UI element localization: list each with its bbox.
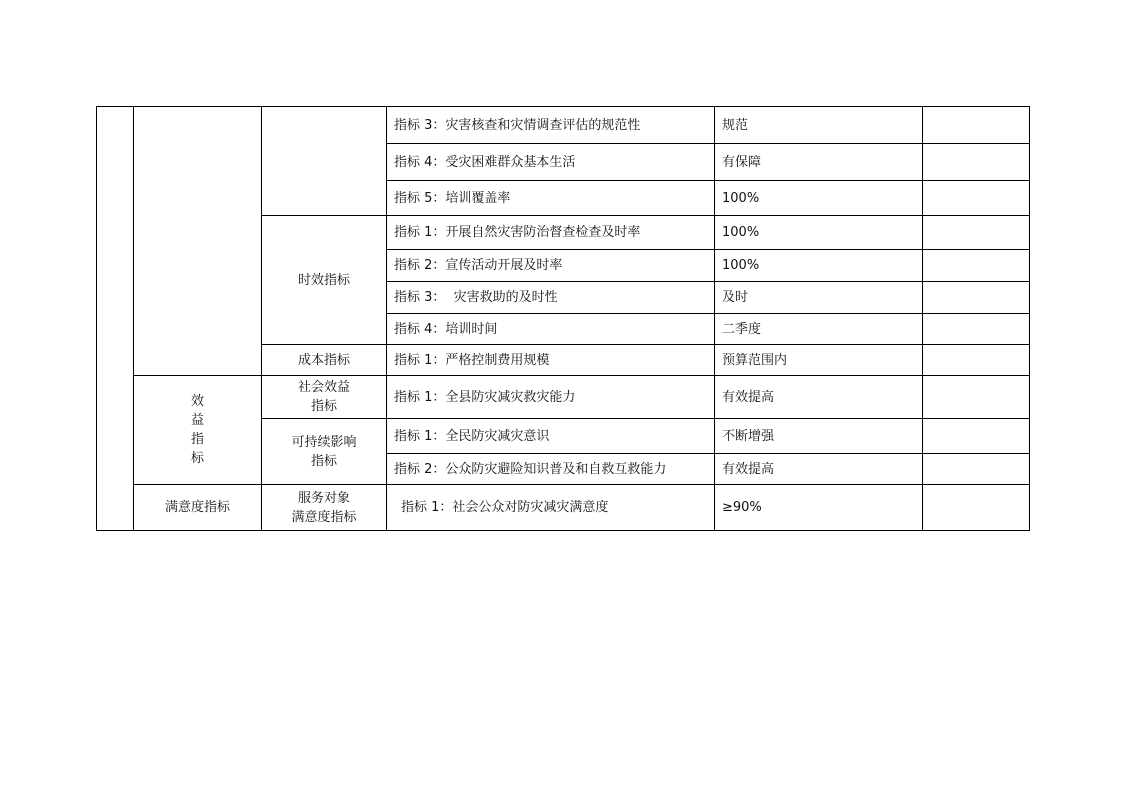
note-cell bbox=[923, 144, 1030, 181]
value-cell: 不断增强 bbox=[715, 419, 923, 454]
level1-cell bbox=[97, 107, 134, 531]
note-cell bbox=[923, 181, 1030, 216]
value-cell: 100% bbox=[715, 250, 923, 282]
social-benefit-label bbox=[262, 376, 387, 419]
sustainable-impact-line: 可持续影响 bbox=[291, 434, 357, 450]
metric-cell: 指标 4：培训时间 bbox=[387, 314, 715, 345]
value-cell: 有效提高 bbox=[715, 376, 923, 419]
value-cell: 有保障 bbox=[715, 144, 923, 181]
value-cell: 二季度 bbox=[715, 314, 923, 345]
note-cell bbox=[923, 419, 1030, 454]
metric-cell: 指标 3： 灾害救助的及时性 bbox=[387, 282, 715, 314]
value-cell: 有效提高 bbox=[715, 454, 923, 485]
service-satisfaction-label bbox=[262, 485, 387, 531]
service-satisfaction-line: 服务对象 bbox=[297, 490, 350, 506]
table-row bbox=[97, 376, 1030, 419]
satisfaction-indicator-label: 满意度指标 bbox=[134, 485, 262, 531]
cost-indicator-label: 成本指标 bbox=[262, 345, 387, 376]
metric-cell: 指标 1：严格控制费用规模 bbox=[387, 345, 715, 376]
value-cell: 预算范围内 bbox=[715, 345, 923, 376]
level3-quality-cell bbox=[262, 107, 387, 216]
benefit-label-char: 益 bbox=[190, 413, 204, 428]
metric-cell: 指标 5：培训覆盖率 bbox=[387, 181, 715, 216]
note-cell bbox=[923, 282, 1030, 314]
metric-cell: 指标 1：社会公众对防灾减灾满意度 bbox=[387, 485, 715, 531]
metric-cell: 指标 2：宣传活动开展及时率 bbox=[387, 250, 715, 282]
metric-cell: 指标 3：灾害核查和灾情调查评估的规范性 bbox=[387, 107, 715, 144]
table-row bbox=[97, 485, 1030, 531]
note-cell bbox=[923, 454, 1030, 485]
note-cell bbox=[923, 376, 1030, 419]
timeliness-indicator-label: 时效指标 bbox=[262, 216, 387, 345]
benefit-label-char: 标 bbox=[190, 451, 204, 466]
metric-cell: 指标 1：全县防灾减灾救灾能力 bbox=[387, 376, 715, 419]
value-cell: ≥90% bbox=[715, 485, 923, 531]
benefit-label-char: 效 bbox=[190, 394, 204, 409]
value-cell: 100% bbox=[715, 216, 923, 250]
sustainable-impact-label bbox=[262, 419, 387, 485]
performance-indicator-table bbox=[96, 106, 1030, 531]
metric-cell: 指标 1：开展自然灾害防治督查检查及时率 bbox=[387, 216, 715, 250]
value-cell: 及时 bbox=[715, 282, 923, 314]
social-benefit-line: 社会效益 bbox=[297, 380, 350, 395]
note-cell bbox=[923, 250, 1030, 282]
value-cell: 100% bbox=[715, 181, 923, 216]
metric-cell: 指标 1：全民防灾减灾意识 bbox=[387, 419, 715, 454]
metric-cell: 指标 2：公众防灾避险知识普及和自救互救能力 bbox=[387, 454, 715, 485]
note-cell bbox=[923, 216, 1030, 250]
service-satisfaction-line: 满意度指标 bbox=[291, 509, 357, 525]
note-cell bbox=[923, 485, 1030, 531]
value-cell: 规范 bbox=[715, 107, 923, 144]
note-cell bbox=[923, 345, 1030, 376]
table-row bbox=[97, 107, 1030, 144]
note-cell bbox=[923, 314, 1030, 345]
benefit-indicator-label bbox=[134, 376, 262, 485]
note-cell bbox=[923, 107, 1030, 144]
sustainable-impact-line: 指标 bbox=[310, 453, 337, 469]
social-benefit-line: 指标 bbox=[310, 399, 337, 414]
benefit-label-char: 指 bbox=[190, 432, 204, 447]
level2-output-cell bbox=[134, 107, 262, 376]
metric-cell: 指标 4：受灾困难群众基本生活 bbox=[387, 144, 715, 181]
